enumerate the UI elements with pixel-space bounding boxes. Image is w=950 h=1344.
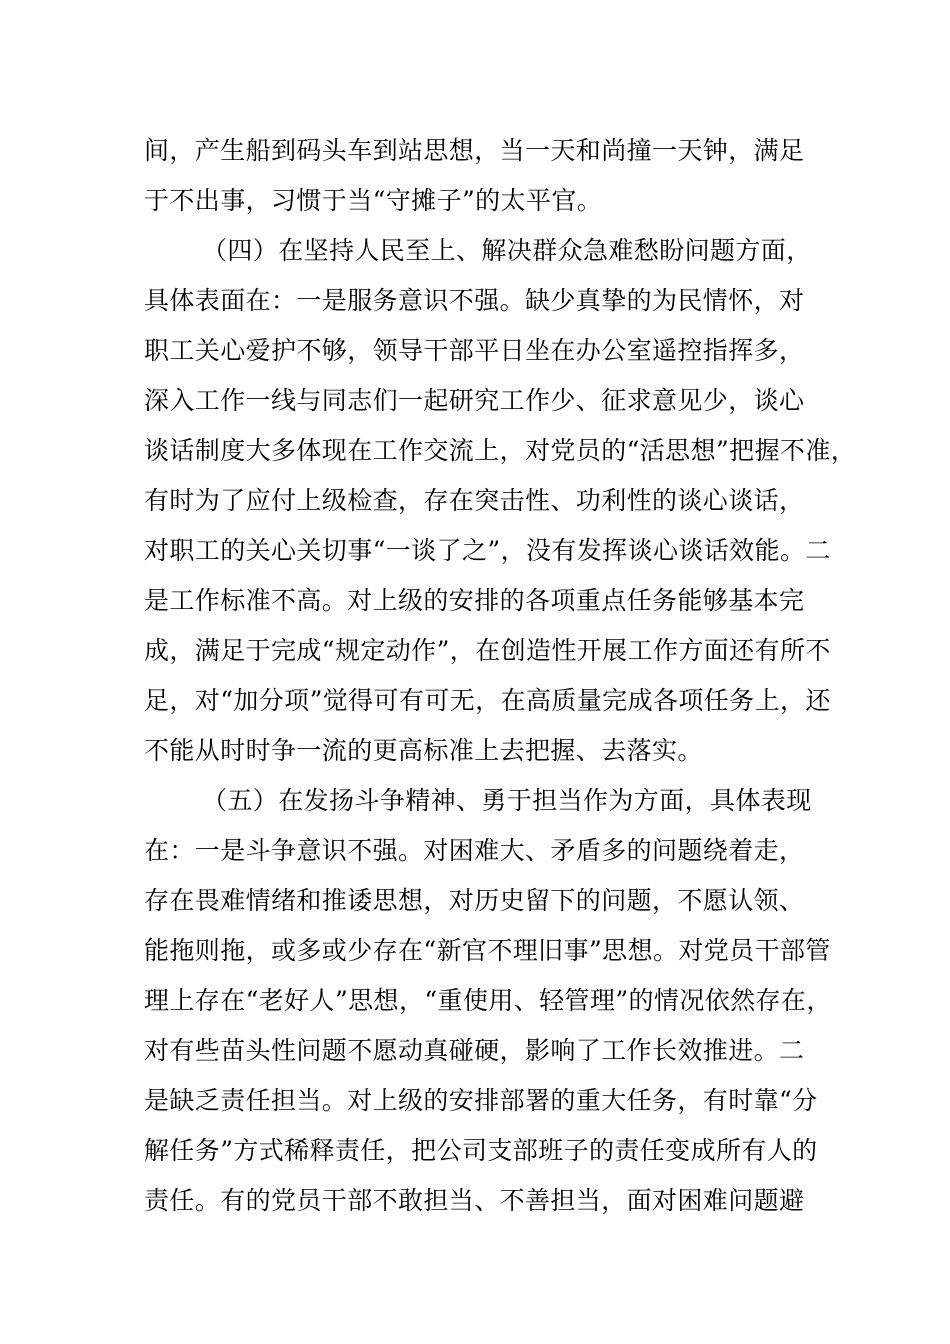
text-line: 不能从时时争一流的更高标准上去把握、去落实。 [144,736,703,765]
text-line: 成，满足于完成“规定动作”，在创造性开展工作方面还有所不 [144,636,831,665]
text-line: 责任。有的党员干部不敢担当、不善担当，面对困难问题避 [144,1186,805,1215]
text-line: 能拖则拖，或多或少存在“新官不理旧事”思想。对党员干部管 [144,936,831,965]
section-five-heading-line: （五）在发扬斗争精神、勇于担当作为方面，具体表现 [202,786,812,815]
text-line: 职工关心爱护不够，领导干部平日坐在办公室遥控指挥多， [144,336,805,365]
text-line: 于不出事，习惯于当“守摊子”的太平官。 [144,186,603,215]
text-line: 谈话制度大多体现在工作交流上，对党员的“活思想”把握不准， [144,436,857,465]
text-line: 理上存在“老好人”思想，“重使用、轻管理”的情况依然存在， [144,986,832,1015]
text-line: 是工作标准不高。对上级的安排的各项重点任务能够基本完 [144,586,805,615]
text-line: 有时为了应付上级检查，存在突击性、功利性的谈心谈话， [144,486,805,515]
text-line: 是缺乏责任担当。对上级的安排部署的重大任务，有时靠“分 [144,1086,818,1115]
text-line: 存在畏难情绪和推诿思想，对历史留下的问题，不愿认领、 [144,886,805,915]
text-line: 深入工作一线与同志们一起研究工作少、征求意见少，谈心 [144,386,805,415]
section-four-heading-line: （四）在坚持人民至上、解决群众急难愁盼问题方面， [202,236,812,265]
document-body [144,126,857,1226]
text-line: 足，对“加分项”觉得可有可无，在高质量完成各项任务上，还 [144,686,831,715]
text-line: 解任务”方式稀释责任，把公司支部班子的责任变成所有人的 [144,1136,818,1165]
text-line: 间，产生船到码头车到站思想，当一天和尚撞一天钟，满足 [144,136,805,165]
text-line: 在：一是斗争意识不强。对困难大、矛盾多的问题绕着走， [144,836,805,865]
text-line: 具体表面在：一是服务意识不强。缺少真挚的为民情怀，对 [144,286,805,315]
text-line: 对有些苗头性问题不愿动真碰硬，影响了工作长效推进。二 [144,1036,805,1065]
text-line: 对职工的关心关切事“一谈了之”，没有发挥谈心谈话效能。二 [144,536,831,565]
